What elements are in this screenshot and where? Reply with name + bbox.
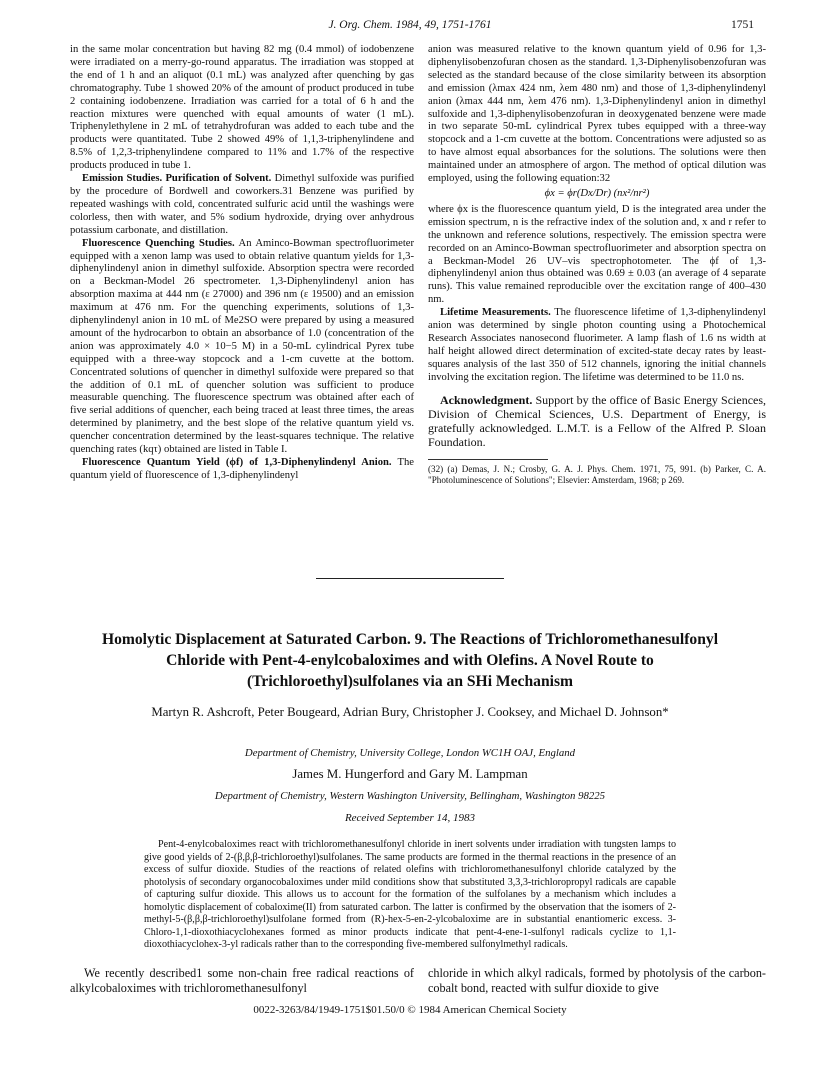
paragraph-text: Dimethyl sulfoxide was purified by the procedure of Bordwell and coworkers.31 Benzene was purified by repeated washings with cold, concentrated sulfuric acid until the washings were colorless, then with water, and 5% sodium hydroxide, drying over anhydrous potassium carbonate, and distillation.: [70, 173, 414, 236]
paragraph: [428, 307, 766, 384]
abstract-text: Pent-4-enylcobaloximes react with trichloromethanesulfonyl chloride in inert solvents under irradiation with tungsten lamps to give good yields of 2-(β,β,β-trichloroethyl)sulfolanes. The same products are formed in the thermal reactions in the presence of an excess of sulfur dioxide. Studies of the reactions of related olefins with trichloromethanesulfonyl chloride catalyzed by the photolysis of secondary organocobaloximes under mild conditions show that substituted 3,3,3-trichloropropyl radicals are capable of capturing sulfur dioxide. This allows us to account for the formation of the sulfolanes by a mechanism which includes a homolytic displacement of cobaloxime(II) from saturated carbon. The latter is confirmed by the observation that the isomers of 2-methyl-5-(β,β,β-trichloroethyl)sulfolane formed from (R)-hex-5-en-2-ylcobaloxime are in substantial enantiomeric excess. 3-Chloro-1,1-dioxothiacyclohexanes formed as minor products indicate that pent-4-ene-1-sulfonyl radicals cyclize to 1,1-dioxothiacyclohex-3-yl radicals rather than to the corresponding five-membered sulfonylmethyl radicals.: [144, 839, 676, 950]
section-heading: Emission Studies. Purification of Solvent.: [82, 173, 272, 185]
section-heading: Lifetime Measurements.: [440, 307, 551, 319]
section-heading: Fluorescence Quantum Yield (ϕf) of 1,3-Diphenylindenyl Anion.: [82, 457, 392, 468]
affiliation: Department of Chemistry, University College, London WC1H OAJ, England: [244, 747, 576, 759]
equation: ϕx = ϕr(Dx/Dr) (nx²/nr²): [544, 187, 650, 199]
paragraph: [70, 457, 414, 483]
abstract: [144, 839, 676, 952]
paragraph-text: The quantum yield of fluorescence of 1,3-diphenylindenyl: [70, 457, 414, 481]
acknowledgment: [428, 393, 766, 450]
authors: James M. Hungerford and Gary M. Lampman: [292, 767, 528, 781]
paragraph-text: Support by the office of Basic Energy Sciences, Division of Chemical Sciences, U.S. Department of Energy, is gratefully acknowledged. L.M.T. is a Fellow of the Alfred P. Sloan Foundation.: [428, 392, 767, 450]
section-heading: Acknowledgment.: [440, 392, 533, 407]
right-column: [428, 44, 766, 486]
article-title: Homolytic Displacement at Saturated Carbon. 9. The Reactions of Trichloromethanesulfonyl Chloride with Pent-4-enylcobaloximes and with Olefins. A Novel Route to (Trichloroethyl)sulfolanes via an SHi Mechanism: [101, 631, 719, 690]
paragraph: in the same molar concentration but having 82 mg (0.4 mmol) of iodobenzene were irradiated on a merry-go-round apparatus. The irradiation was stopped at the end of 1 h and an aliquot (0.1 mL) was analyzed after quenching by gas chromatography. Tube 1 showed 20% of the amount of product produced in tube 2 containing iodobenzene. Irradiation was carried for a total of 6 h and the reaction mixtures were quenched with equal amounts of water (1 mL). Triphenylethylene in 2 mL of tetrahydrofuran was added to each tube and the products were quantitated. Tube 2 showed 49% of 1,1,3-triphenylindene and 8.5% of 1,2,3-triphenylindene compared to 11% and 1.7% of the respective products produced in tube 1.: [70, 44, 414, 172]
page-number: 1751: [731, 19, 754, 31]
paragraph: [70, 238, 414, 457]
received-date: Received September 14, 1983: [344, 812, 476, 824]
footnote: (32) (a) Demas, J. N.; Crosby, G. A. J. Phys. Chem. 1971, 75, 991. (b) Parker, C. A. "Photoluminescence of Solutions"; Elsevier: Amsterdam, 1968; p 269.: [428, 463, 766, 485]
copyright-footer: 0022-3263/84/1949-1751$01.50/0 © 1984 American Chemical Society: [253, 1004, 567, 1016]
paragraph: anion was measured relative to the known quantum yield of 0.96 for 1,3-diphenylisobenzofuran chosen as the standard. 1,3-Diphenylisobenzofuran was selected as the standard because of the close similarity between its absorption and emission (λmax 424 nm, λem 480 nm) and those of 1,3-diphenylindenyl anion (λmax 444 nm, λem 476 nm). 1,3-Diphenylindenyl anion in dimethyl sulfoxide and 1,3-diphenylisobenzofuran in deoxygenated benzene were made in two separate 50-mL cylindrical Pyrex tubes equipped with a three-way stopcock and a 1-cm cuvette at the bottom. Concentrations were adjusted so as to have almost equal absorbances for the solutions. The solutions were then maintained under an atmosphere of argon. The method of optical dilution was employed, using the following equation:32: [428, 44, 766, 185]
intro-text-left: We recently described1 some non-chain free radical reactions of alkylcobaloximes with trichloromethanesulfonyl: [70, 966, 414, 995]
left-column: [70, 44, 414, 483]
paragraph: where ϕx is the fluorescence quantum yield, D is the integrated area under the emission spectrum, n is the refractive index of the solution and, x and r refer to the unknown and reference solutions, respectively. The emission spectra were recorded on an Aminco-Bowman spectrofluorimeter and absorption spectra on a Beckman-Model 26 UV–vis spectrophotometer. The ϕf of 1,3-diphenylindenyl anion thus obtained was 0.69 ± 0.03 (an average of 4 separate runs). This value remained reproducible over the excitation range of 400–430 nm.: [428, 203, 766, 306]
paragraph: [70, 173, 414, 238]
article-separator: [316, 578, 504, 579]
affiliation: Department of Chemistry, Western Washington University, Bellingham, Washington 98225: [214, 790, 606, 802]
authors: Martyn R. Ashcroft, Peter Bougeard, Adrian Bury, Christopher J. Cooksey, and Michael D. Johnson*: [151, 705, 669, 719]
footnote-divider: [428, 459, 548, 460]
intro-text-right: chloride in which alkyl radicals, formed by photolysis of the carbon-cobalt bond, reacted with sulfur dioxide to give: [428, 966, 766, 995]
paragraph-text: An Aminco-Bowman spectrofluorimeter equipped with a xenon lamp was used to obtain relative quantum yields for 1,3-diphenylindenyl anion in dimethyl sulfoxide. Absorption spectra were recorded on a Beckman-Model 26 spectrometer. 1,3-Diphenylindenyl anion has absorption maxima at 444 nm (ε 27000) and 396 nm (ε 19500) and an emission maximum at 476 nm. For the quenching experiments, solutions of 1,3-diphenylindenyl anion in 10 mL of Me2SO were prepared by using a measured amount of the hydrocarbon to obtain an absorbance of 1.0 (concentration of the anion was approximately 4.0 × 10−5 M) in a 50-mL cylindrical Pyrex tube equipped with a three-way stopcock and a 1-cm cuvette at the bottom. Concentrated solutions of quencher in dimethyl sulfoxide were prepared so that the addition of 0.1 mL of quencher solution was sufficient to produce measurable quenching. The fluorescence spectrum was obtained after each of five serial additions of quencher, each being traced at least three times, the areas determined by planimetry, and the best slope of the relative quantum yield vs. quencher concentration determined by the least-squares technique. The relative quenching rates (kqτ) obtained are listed in Table I.: [70, 237, 414, 456]
running-header: J. Org. Chem. 1984, 49, 1751-1761: [328, 19, 492, 31]
paragraph-text: The fluorescence lifetime of 1,3-diphenylindenyl anion was determined by single photon counting using a Photochemical Research Associates nanosecond fluorimeter. A lamp flash of 1.6 ns width at half height allowed direct determination of excited-state decay rates by least-squares analysis of the last 350 of 512 channels, ignoring the initial channels involving the excitation region. The lifetime was determined to be 11.0 ns.: [428, 307, 766, 383]
section-heading: Fluorescence Quenching Studies.: [82, 237, 235, 249]
